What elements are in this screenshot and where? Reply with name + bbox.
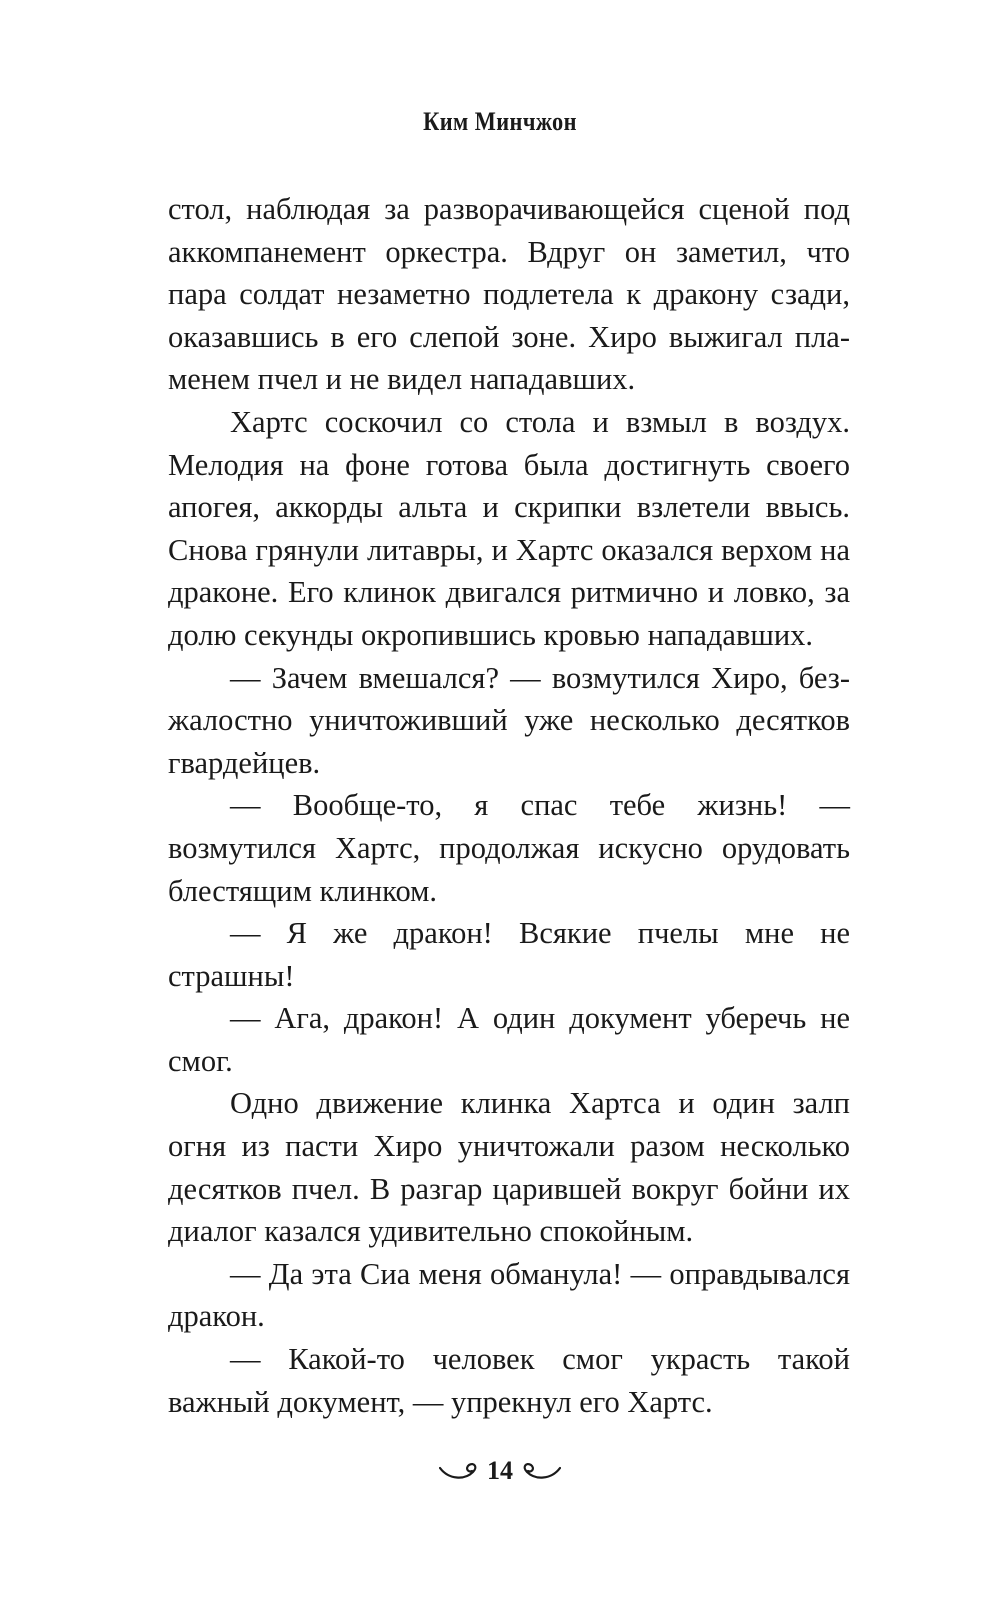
page-folio <box>0 1456 1000 1486</box>
paragraph: — Ага, дракон! А один документ уберечь не смог. <box>168 1001 850 1078</box>
page-number: 14 <box>487 1456 513 1485</box>
paragraph: — Да эта Сиа меня обманула! — оправдывался дракон. <box>168 1256 850 1334</box>
body-text <box>168 188 850 1423</box>
paragraph: — Я же дракон! Всякие пчелы мне не страшны! <box>168 916 850 993</box>
paragraph: Хартс соскочил со стола и взмыл в воздух. Мелодия на фоне готова была достигнуть своего апогея, аккорды альта и скрипки взлетели ввысь. Снова грянули литавры, и Хартс оказался верхом на драконе. Его клинок двигался ритмично и ловко, за долю секунды окропившись кровью нападавших. <box>168 404 850 652</box>
running-head-author: Ким Минчжон <box>423 107 577 136</box>
paragraph: — Вообще-то, я спас тебе жизнь! — возмутился Хартс, продолжая искусно орудовать блестящим клинком. <box>168 788 850 908</box>
paragraph: Одно движение клинка Хартса и один залп огня из пасти Хиро уничтожали разом несколько десятков пчел. В разгар царившей вокруг бойни их диалог казался удивительно спокойным. <box>168 1086 850 1249</box>
left-flourish-icon <box>439 1460 481 1482</box>
paragraph: — Какой-то человек смог украсть такой важный документ, — упрекнул его Хартс. <box>168 1342 850 1419</box>
paragraph: — Зачем вмешался? — возмутился Хиро, безжалостно уничтоживший уже несколько десятков гвардейцев. <box>168 660 850 780</box>
right-flourish-icon <box>519 1460 561 1482</box>
paragraph: стол, наблюдая за разворачивающейся сценой под аккомпанемент оркестра. Вдруг он заметил, что пара солдат незаметно подлетела к дракону сзади, оказавшись в его слепой зоне. Хиро выжигал пламенем пчел и не видел нападавших. <box>168 192 850 397</box>
